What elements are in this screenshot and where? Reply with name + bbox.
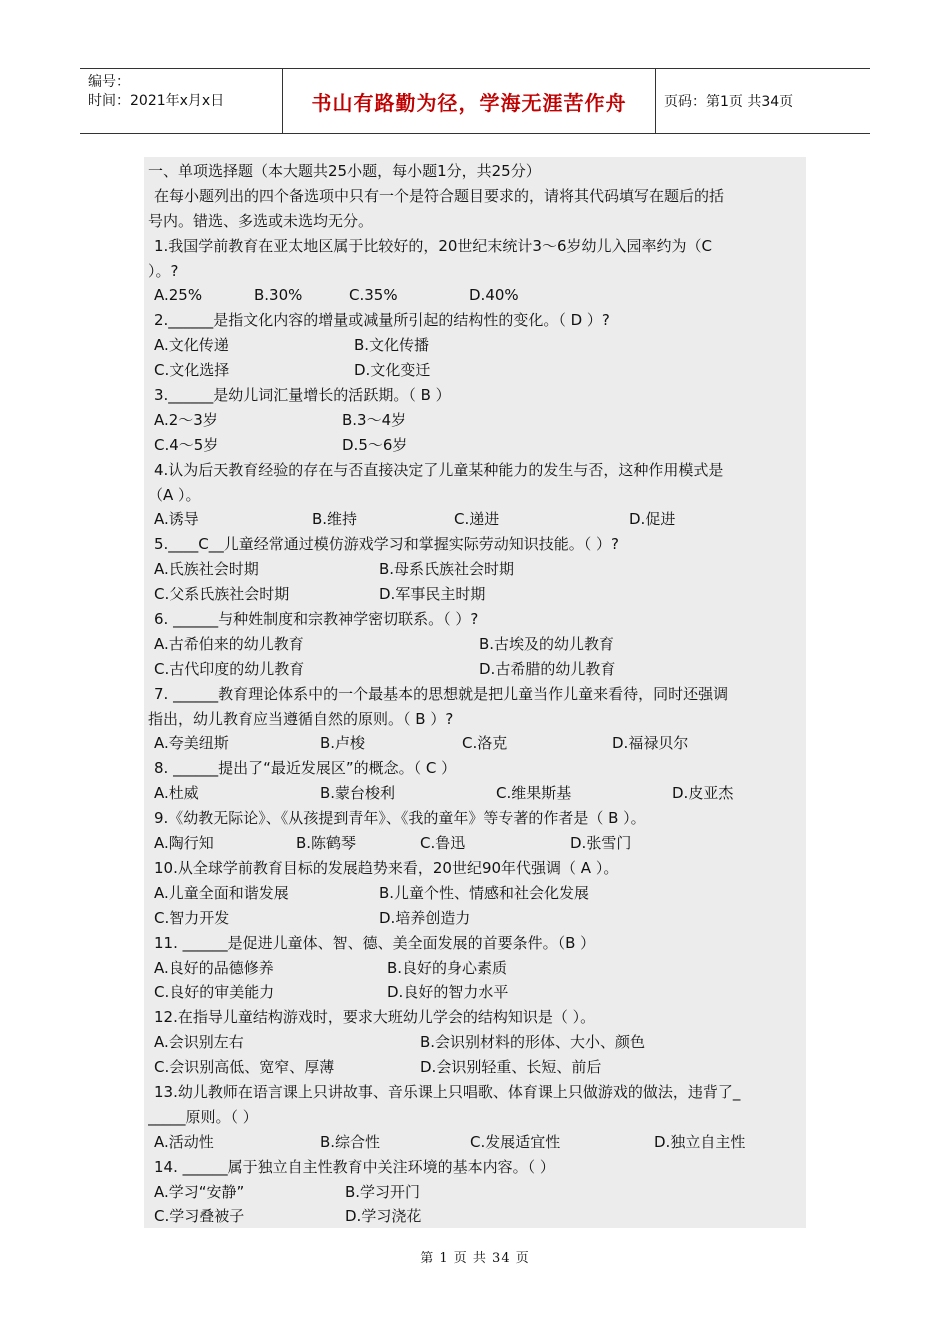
option-row — [148, 781, 802, 806]
question-stem: 3.______是幼儿词汇量增长的活跃期。（ B ） — [154, 386, 451, 405]
option-c: C.发展适宜性 — [470, 1132, 561, 1151]
option-c: C.维果斯基 — [496, 784, 572, 803]
number-label: 编号： — [88, 74, 130, 90]
question-stem: 14. ______属于独立自主性教育中关注环境的基本内容。（ ） — [154, 1157, 555, 1176]
option-a: A.古希伯来的幼儿教育 — [154, 634, 304, 653]
header-motto: 书山有路勤为径，学海无涯苦作舟 — [283, 69, 656, 133]
option-row — [148, 1130, 802, 1155]
option-row — [148, 1204, 802, 1229]
option-b: B.儿童个性、情感和社会化发展 — [379, 883, 590, 902]
option-d: D.文化变迁 — [354, 361, 431, 380]
question-content — [144, 157, 806, 1228]
option-c: C.良好的审美能力 — [154, 983, 275, 1002]
option-b: B.卢梭 — [320, 734, 366, 753]
option-a: A.夸美纽斯 — [154, 734, 229, 753]
option-c: C.学习叠被子 — [154, 1207, 245, 1226]
question-stem-continued: _____原则。（ ） — [148, 1107, 258, 1126]
option-b: B.3～4岁 — [342, 410, 407, 429]
question-stem: 6. ______与种姓制度和宗教神学密切联系。（ ）? — [154, 610, 479, 629]
question-list — [148, 234, 802, 1230]
option-c: C.鲁迅 — [420, 834, 466, 853]
option-row — [148, 1180, 802, 1205]
option-row — [148, 980, 802, 1005]
option-row — [148, 283, 802, 308]
option-c: C.35% — [349, 286, 398, 305]
section-instruction: 在每小题列出的四个备选项中只有一个是符合题目要求的，请将其代码填写在题后的括 — [154, 186, 725, 205]
option-b: B.蒙台梭利 — [320, 784, 396, 803]
option-row — [148, 1055, 802, 1080]
option-row — [148, 582, 802, 607]
option-c: C.会识别高低、宽窄、厚薄 — [154, 1058, 335, 1077]
option-row — [148, 557, 802, 582]
option-d: D.良好的智力水平 — [387, 983, 509, 1002]
question-stem: 13.幼儿教师在语言课上只讲故事、音乐课上只唱歌、体育课上只做游戏的做法，违背了_ — [154, 1082, 741, 1101]
option-row — [148, 1030, 802, 1055]
option-d: D.5～6岁 — [342, 435, 408, 454]
option-row — [148, 358, 802, 383]
option-d: D.张雪门 — [570, 834, 632, 853]
page-footer: 第 1 页 共 34 页 — [420, 1251, 530, 1266]
question-stem-continued: 指出，幼儿教育应当遵循自然的原则。（ B ）? — [148, 709, 454, 728]
question-stem: 7. ______教育理论体系中的一个最基本的思想就是把儿童当作儿童来看待，同时还强调 — [154, 684, 729, 703]
option-row — [148, 657, 802, 682]
option-b: B.良好的身心素质 — [387, 958, 508, 977]
option-d: D.学习浇花 — [345, 1207, 422, 1226]
option-row — [148, 731, 802, 756]
option-b: B.会识别材料的形体、大小、颜色 — [420, 1033, 646, 1052]
option-b: B.古埃及的幼儿教育 — [479, 634, 615, 653]
question-stem: 10.从全球学前教育目标的发展趋势来看，20世纪90年代强调（ A ）。 — [154, 858, 619, 877]
section-instruction: 号内。错选、多选或未选均无分。 — [148, 211, 374, 230]
option-row — [148, 507, 802, 532]
question-stem-continued: （A ）。 — [148, 485, 201, 504]
option-a: A.学习“安静” — [154, 1182, 245, 1201]
option-b: B.文化传播 — [354, 336, 430, 355]
option-d: D.福禄贝尔 — [612, 734, 689, 753]
option-a: A.文化传递 — [154, 336, 229, 355]
option-row — [148, 881, 802, 906]
option-a: A.25% — [154, 286, 203, 305]
option-a: A.良好的品德修养 — [154, 958, 274, 977]
option-a: A.氏族社会时期 — [154, 560, 259, 579]
option-row — [148, 333, 802, 358]
question-stem: 5.____C__儿童经常通过模仿游戏学习和掌握实际劳动知识技能。（ ）? — [154, 535, 620, 554]
question-stem: 1.我国学前教育在亚太地区属于比较好的，20世纪末统计3～6岁幼儿入园率约为（C — [154, 236, 712, 255]
option-d: D.培养创造力 — [379, 908, 471, 927]
option-c: C.文化选择 — [154, 361, 230, 380]
option-a: A.诱导 — [154, 510, 199, 529]
option-row — [148, 632, 802, 657]
option-a: A.活动性 — [154, 1132, 214, 1151]
option-a: A.杜威 — [154, 784, 199, 803]
header-meta — [80, 69, 283, 133]
option-a: A.2～3岁 — [154, 410, 218, 429]
section-title: 一、单项选择题（本大题共25小题，每小题1分，共25分） — [148, 162, 541, 180]
question-stem: 8. ______提出了“最近发展区”的概念。（ C ） — [154, 759, 457, 778]
option-row — [148, 433, 802, 458]
option-d: D.皮亚杰 — [672, 784, 734, 803]
option-d: D.促进 — [629, 510, 676, 529]
option-b: B.维持 — [312, 510, 358, 529]
question-stem: 2.______是指文化内容的增量或减量所引起的结构性的变化。（ D ）? — [154, 311, 610, 330]
option-a: A.儿童全面和谐发展 — [154, 883, 289, 902]
option-d: D.会识别轻重、长短、前后 — [420, 1058, 602, 1077]
option-b: B.学习开门 — [345, 1182, 421, 1201]
header-page-info: 页码：第1页 共34页 — [664, 94, 794, 110]
option-d: D.独立自主性 — [654, 1132, 746, 1151]
option-c: C.4～5岁 — [154, 435, 219, 454]
option-c: C.智力开发 — [154, 908, 230, 927]
option-c: C.父系氏族社会时期 — [154, 585, 290, 604]
option-d: D.40% — [469, 286, 519, 305]
question-stem: 11. ______是促进儿童体、智、德、美全面发展的首要条件。（B ） — [154, 933, 596, 952]
option-row — [148, 408, 802, 433]
option-b: B.30% — [254, 286, 303, 305]
option-b: B.母系氏族社会时期 — [379, 560, 515, 579]
option-c: C.洛克 — [462, 734, 508, 753]
time-label: 时间：2021年x月x日 — [88, 93, 225, 109]
question-stem: 9.《幼教无际论》、《从孩提到青年》、《我的童年》等专著的作者是（ B ）。 — [154, 809, 646, 828]
option-a: A.会识别左右 — [154, 1033, 244, 1052]
option-c: C.递进 — [454, 510, 500, 529]
option-row — [148, 831, 802, 856]
option-c: C.古代印度的幼儿教育 — [154, 659, 305, 678]
question-stem: 12.在指导儿童结构游戏时，要求大班幼儿学会的结构知识是（ ）。 — [154, 1008, 596, 1027]
page-header — [80, 68, 870, 134]
option-d: D.军事民主时期 — [379, 585, 486, 604]
option-b: B.陈鹤琴 — [296, 834, 357, 853]
option-row — [148, 956, 802, 981]
option-b: B.综合性 — [320, 1132, 381, 1151]
option-row — [148, 906, 802, 931]
option-d: D.古希腊的幼儿教育 — [479, 659, 616, 678]
option-a: A.陶行知 — [154, 834, 214, 853]
question-stem-continued: ）。? — [148, 261, 179, 280]
question-stem: 4.认为后天教育经验的存在与否直接决定了儿童某种能力的发生与否，这种作用模式是 — [154, 460, 724, 479]
